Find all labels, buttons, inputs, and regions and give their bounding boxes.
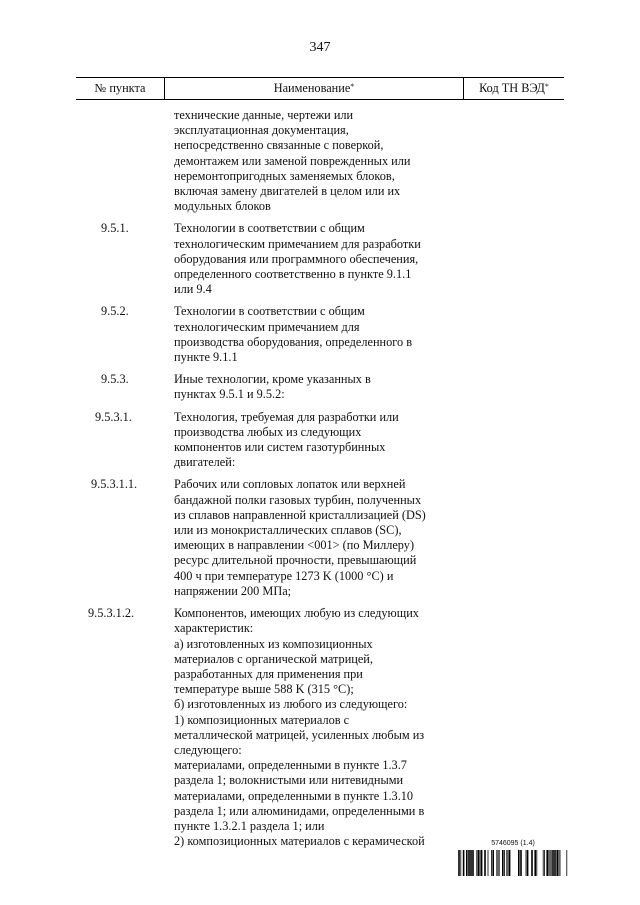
- description-line: металлической матрицей, усиленных любым из: [174, 727, 425, 742]
- header-customs-code-label: Код ТН ВЭД: [479, 81, 545, 95]
- description-line: модульных блоков: [174, 199, 271, 214]
- item-description: [174, 108, 449, 214]
- description-line: материалами, определенными в пункте 1.3.10: [174, 788, 414, 803]
- item-description: [174, 606, 449, 849]
- description-line: непосредственно связанные с поверкой,: [174, 138, 384, 153]
- item-number: [76, 108, 159, 214]
- description-line: или 9.4: [174, 282, 212, 297]
- page-number: 347: [309, 40, 331, 55]
- description-line: разработанных для применения при: [174, 666, 363, 681]
- header-name-footnote-mark: *: [350, 82, 355, 91]
- item-description: [174, 477, 449, 599]
- item-description: [174, 221, 449, 297]
- description-line: определенного соответственно в пункте 9.1.1: [174, 267, 412, 282]
- description-line: технологическим примечанием для: [174, 319, 360, 334]
- description-line: технологическим примечанием для разработки: [174, 236, 421, 251]
- description-line: раздела 1; или алюминидами, определенными в: [174, 803, 425, 818]
- description-line: 2) композиционных материалов с керамической: [174, 834, 425, 849]
- description-line: ресурс длительной прочности, превышающий: [174, 553, 417, 568]
- description-line: производства любых из следующих: [174, 424, 362, 439]
- table-body: [76, 108, 564, 849]
- header-customs-code: [464, 78, 564, 99]
- description-line: имеющих в направлении <001> (по Миллеру): [174, 538, 415, 553]
- description-line: Рабочих или сопловых лопаток или верхней: [174, 477, 406, 492]
- table-row: [76, 221, 564, 297]
- description-line: бандажной полки газовых турбин, полученных: [174, 492, 422, 507]
- description-line: Иные технологии, кроме указанных в: [174, 372, 371, 387]
- item-number: 9.5.3.: [101, 372, 129, 387]
- description-line: неремонтопригодных заменяемых блоков,: [174, 168, 395, 183]
- description-line: включая замену двигателей в целом или их: [174, 184, 401, 199]
- description-line: материалов с органической матрицей,: [174, 651, 373, 666]
- description-line: Технологии в соответствии с общим: [174, 221, 365, 236]
- item-description: [174, 410, 449, 471]
- description-line: пункте 9.1.1: [174, 350, 238, 365]
- table-row: [76, 606, 564, 849]
- item-number: 9.5.1.: [101, 221, 129, 236]
- table-row: [76, 410, 564, 471]
- description-line: Технология, требуемая для разработки или: [174, 409, 399, 424]
- description-line: следующего:: [174, 742, 242, 757]
- description-line: пунктах 9.5.1 и 9.5.2:: [174, 387, 285, 402]
- description-line: материалами, определенными в пункте 1.3.7: [174, 758, 407, 773]
- description-line: компонентов или систем газотурбинных: [174, 440, 386, 455]
- document-code: 5746095 (1.4): [491, 840, 535, 847]
- table-row: [76, 108, 564, 214]
- table-row: [76, 477, 564, 599]
- description-line: производства оборудования, определенного в: [174, 334, 413, 349]
- description-line: б) изготовленных из любого из следующего:: [174, 697, 408, 712]
- description-line: Технологии в соответствии с общим: [174, 304, 365, 319]
- description-line: эксплуатационная документация,: [174, 123, 349, 138]
- table-header: [76, 77, 564, 100]
- description-line: а) изготовленных из композиционных: [174, 636, 373, 651]
- header-item-number: [76, 78, 164, 99]
- description-line: оборудования или программного обеспечения,: [174, 251, 419, 266]
- description-line: пункте 1.3.2.1 раздела 1; или: [174, 818, 325, 833]
- table-row: [76, 372, 564, 402]
- table-row: [76, 304, 564, 365]
- description-line: Компонентов, имеющих любую из следующих: [174, 606, 419, 621]
- classification-table: [76, 77, 564, 856]
- description-line: технические данные, чертежи или: [174, 108, 354, 122]
- description-line: двигателей:: [174, 455, 236, 470]
- header-item-number-label: № пункта: [94, 81, 146, 95]
- item-description: [174, 304, 449, 365]
- item-description: [174, 372, 449, 402]
- item-number: 9.5.2.: [101, 304, 129, 319]
- description-line: 1) композиционных материалов с: [174, 712, 350, 727]
- description-line: 400 ч при температуре 1273 K (1000 °C) и: [174, 568, 394, 583]
- description-line: из сплавов направленной кристаллизацией (DS): [174, 507, 426, 522]
- description-line: раздела 1; волокнистыми или нитевидными: [174, 773, 404, 788]
- item-number: 9.5.3.1.2.: [88, 606, 135, 621]
- header-name-label: Наименование: [273, 81, 351, 95]
- barcode-icon: [458, 850, 568, 876]
- header-name: [164, 78, 464, 99]
- item-number: 9.5.3.1.: [95, 409, 132, 424]
- header-code-footnote-mark: *: [544, 82, 549, 91]
- description-line: напряжении 200 МПа;: [174, 583, 292, 598]
- item-number: 9.5.3.1.1.: [91, 477, 138, 492]
- description-line: демонтажем или заменой поврежденных или: [174, 153, 411, 168]
- description-line: температуре выше 588 K (315 °C);: [174, 682, 354, 697]
- description-line: или из монокристаллических сплавов (SC),: [174, 523, 402, 538]
- description-line: характеристик:: [174, 621, 254, 636]
